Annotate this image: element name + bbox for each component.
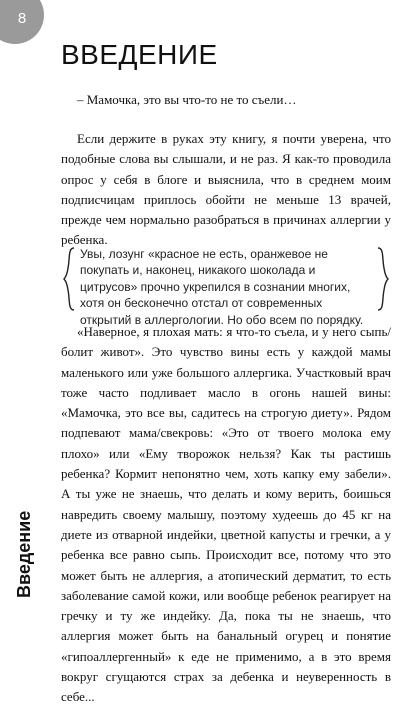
- chapter-title: ВВЕДЕНИЕ: [61, 39, 218, 70]
- epigraph: – Мамочка, это вы что-то не то съели…: [77, 92, 297, 107]
- page-number: 8: [17, 10, 27, 27]
- page-number-badge: [0, 0, 44, 44]
- side-tab-label: Введение: [14, 510, 34, 598]
- pull-quote: Увы, лозунг «красное не есть, оранжевое не покупать и, наконец, никакого шоколада и цитрусов» прочно укрепился в сознании многих, хотя он бесконечно отстал от современных открытий в аллергологии. Но обо всем по порядку.: [80, 247, 364, 327]
- quote-brace-right: [377, 246, 389, 312]
- chapter-side-tab: [0, 452, 33, 602]
- body-paragraph-2: «Наверное, я плохая мать: я что-то съела, и у него сыпь/болит живот». Это чувство вины есть у каждой мамы маленького или уже большого аллергика. Участковый врач тоже часто подливает масло в огонь нашей вины: «Мамочка, это все вы, садитесь на строгую диету». Рядом подпевают мама/свекровь: «Это от твоего молока ему плохо» или «Ему творожок нельзя? Как ты растишь ребенка? Кормит непонятно чем, хоть капку ему забели». А ты уже не знаешь, что делать и кому верить, боишься навредить своему малышу, поэтому худеешь до 45 кг на диете из отварной индейки, цветной капусты и гречки, а у ребенка все равно сыпь. Происходит все, потому что это может быть не аллергия, а атопический дерматит, то есть заболевание самой кожи, или вообще ребенок реагирует на гречку и ту же индейку. Да, пока ты не знаешь, что аллергия может быть на банальный огурец и понятие «гипоаллергенный» к еде не применимо, а в это время вокруг сгущаются страх за дебенка и неуверенность в себе...: [61, 324, 391, 705]
- quote-brace-left: [63, 246, 75, 312]
- body-paragraph-1: Если держите в руках эту книгу, я почти уверена, что подобные слова вы слышали, и не раз. Я как-то проводила опрос у себя в блоге и выяснила, что в среднем моим подписчицам приплось обойти не меньше 13 врачей, прежде чем нормально разобраться в причинах аллергии у ребенка.: [61, 131, 391, 248]
